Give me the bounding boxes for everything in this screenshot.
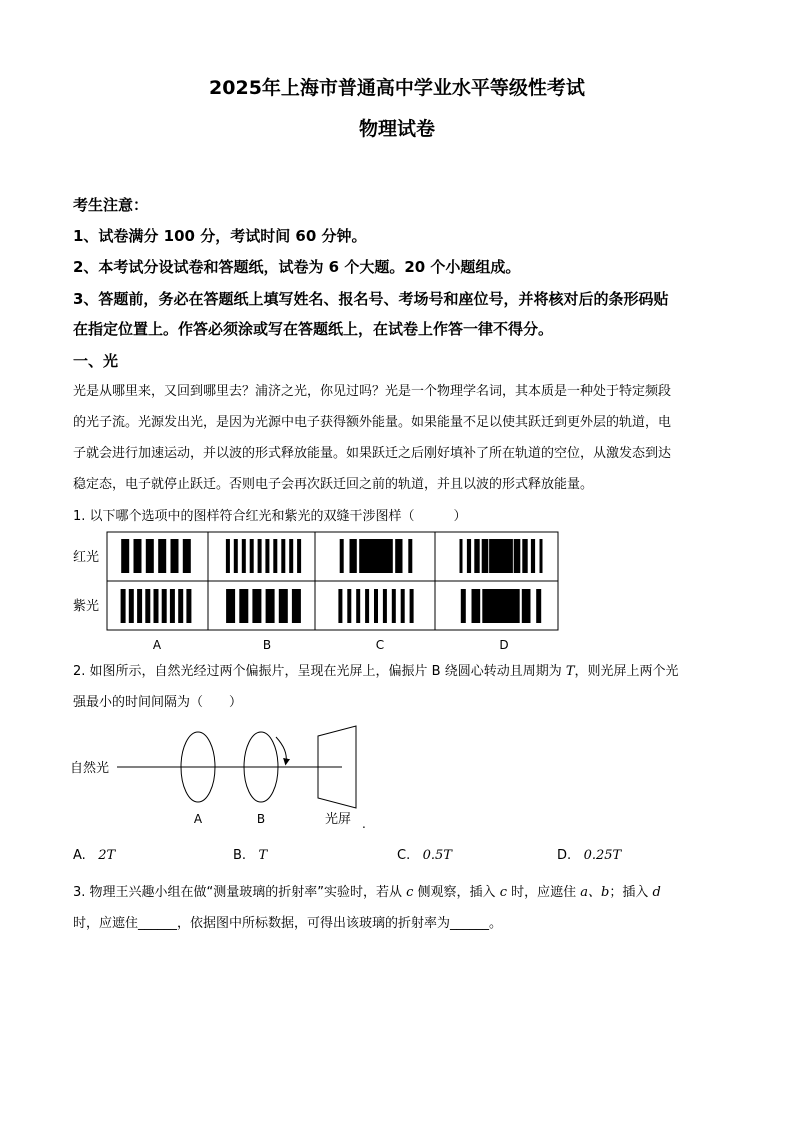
- col-label-d: D: [499, 638, 509, 652]
- fringe-bar: [134, 539, 142, 573]
- fringe-bar: [146, 539, 154, 573]
- interference-pattern-figure: [60, 528, 580, 656]
- fringe-bar: [226, 589, 235, 623]
- fringe-bar: [281, 539, 285, 573]
- fringe-bar: [489, 539, 497, 573]
- polarizer-a-label: A: [193, 812, 203, 826]
- row-label-violet: 紫光: [73, 599, 100, 614]
- fringe-bar: [250, 539, 254, 573]
- intro-line-3: 子就会进行加速运动，并以波的形式释放能量。如果跃迁之后刚好填补了所在轨道的空位，从激发态到达: [73, 446, 672, 461]
- q2-stem-part-a: 2. 如图所示，自然光经过两个偏振片，呈现在光屏上，偏振片 B 绕圆心转动且周期为: [73, 664, 566, 679]
- fringe-bar: [279, 589, 288, 623]
- fringe-bar: [186, 589, 191, 623]
- fringe-bar: [234, 539, 238, 573]
- fringe-bar: [461, 589, 466, 623]
- fringe-bar: [474, 539, 479, 573]
- fringe-bar: [258, 539, 262, 573]
- q2-option-c-letter: C.: [397, 848, 411, 863]
- fringe-bar: [145, 589, 150, 623]
- fringe-bar: [374, 589, 378, 623]
- fringe-bar: [158, 539, 166, 573]
- q2-option-d-value: 0.25T: [583, 848, 622, 863]
- fringe-bar: [536, 589, 541, 623]
- fringe-bar: [365, 589, 369, 623]
- q2-option-a: [73, 848, 115, 863]
- fringe-bar: [289, 539, 293, 573]
- exam-title: 2025年上海市普通高中学业水平等级性考试: [209, 77, 585, 99]
- fringe-bar: [460, 539, 463, 573]
- q2-option-c: [397, 848, 452, 863]
- q2-stem-part-b: ，则光屏上两个光: [574, 664, 679, 679]
- q3-part-c: 时，应遮住: [506, 885, 581, 900]
- fringe-bar: [266, 589, 275, 623]
- col-label-a: A: [152, 638, 162, 652]
- fringe-bar: [392, 589, 396, 623]
- fringe-bar: [338, 589, 342, 623]
- q2-option-b-letter: B.: [233, 848, 247, 863]
- fringe-bar: [531, 539, 535, 573]
- fringe-bar: [170, 589, 175, 623]
- q3-part-a: 3. 物理王兴趣小组在做“测量玻璃的折射率”实验时，若从: [73, 885, 407, 900]
- col-label-c: C: [375, 638, 385, 652]
- fringe-bar: [292, 589, 301, 623]
- fringe-bar: [395, 539, 402, 573]
- fringe-bar: [239, 589, 248, 623]
- question-1-stem: 1. 以下哪个选项中的图样符合红光和紫光的双缝干涉图样（ ）: [73, 509, 467, 524]
- section-heading: 一、光: [73, 352, 119, 370]
- fringe-bar: [347, 589, 351, 623]
- polarizer-figure: [60, 722, 390, 840]
- natural-light-label: 自然光: [70, 761, 110, 776]
- fringe-bar: [482, 539, 489, 573]
- fringe-bar: [162, 589, 167, 623]
- question-3-line-2: 时，应遮住______，依据图中所标数据，可得出该玻璃的折射率为______。: [73, 916, 503, 931]
- q3-var-d: d: [652, 885, 661, 900]
- q2-option-b: [233, 848, 267, 863]
- polarizer-b-label: B: [256, 812, 266, 826]
- fringe-bar: [273, 539, 277, 573]
- question-2-stem-line-2: 强最小的时间间隔为（ ）: [73, 695, 243, 710]
- fringe-bar: [340, 539, 344, 573]
- fringe-bar: [540, 539, 543, 573]
- fringe-bar: [178, 589, 183, 623]
- notice-item-3: 3、答题前，务必在答题纸上填写姓名、报名号、考场号和座位号，并将核对后的条形码贴: [73, 290, 669, 308]
- fringe-bar: [507, 589, 519, 623]
- fringe-bar: [493, 589, 509, 623]
- fringe-bar: [129, 589, 134, 623]
- row-label-red: 红光: [73, 550, 100, 565]
- notice-item-1: 1、试卷满分 100 分，考试时间 60 分钟。: [73, 227, 367, 245]
- fringe-bar: [401, 589, 405, 623]
- fringe-bar: [505, 539, 513, 573]
- q2-option-d-letter: D.: [557, 848, 572, 863]
- fringe-bar: [369, 539, 383, 573]
- fringe-bar: [356, 589, 360, 623]
- fringe-bar: [350, 539, 357, 573]
- notice-item-2: 2、本考试分设试卷和答题纸，试卷为 6 个大题。20 个小题组成。: [73, 258, 521, 276]
- q3-part-d: ；插入: [609, 885, 653, 900]
- q2-option-a-letter: A.: [73, 848, 86, 863]
- fringe-bar: [482, 589, 494, 623]
- q3-var-c2: c: [499, 885, 507, 900]
- exam-subtitle: 物理试卷: [358, 118, 435, 140]
- fringe-bar: [497, 539, 506, 573]
- q2-option-d: [557, 848, 621, 863]
- fringe-bar: [472, 589, 481, 623]
- fringe-bar: [265, 539, 269, 573]
- fringe-bar: [359, 539, 370, 573]
- q2-option-a-value: 2T: [98, 848, 116, 863]
- q3-var-ab: a、b: [580, 885, 610, 900]
- q3-part-b: 侧观察，插入: [413, 885, 500, 900]
- fringe-bar: [297, 539, 301, 573]
- fringe-bar: [171, 539, 179, 573]
- period-mark: .: [362, 817, 366, 831]
- fringe-bar: [252, 589, 261, 623]
- screen-label: 光屏: [325, 812, 352, 827]
- fringe-bar: [522, 539, 527, 573]
- fringe-bar: [467, 539, 471, 573]
- notice-item-3-cont: 在指定位置上。作答必须涂或写在答题纸上，在试卷上作答一律不得分。: [73, 320, 554, 338]
- fringe-bar: [382, 539, 393, 573]
- fringe-bar: [154, 589, 159, 623]
- fringe-bar: [522, 589, 531, 623]
- fringe-bar: [121, 539, 129, 573]
- fringe-bar: [242, 539, 246, 573]
- fringe-bar: [383, 589, 387, 623]
- fringe-bar: [183, 539, 191, 573]
- fringe-bar: [514, 539, 521, 573]
- col-label-b: B: [262, 638, 272, 652]
- fringe-bar: [137, 589, 142, 623]
- q3-var-c1: c: [406, 885, 414, 900]
- fringe-bar: [121, 589, 126, 623]
- fringe-bar: [226, 539, 230, 573]
- question-2-stem-line-1: [73, 660, 679, 679]
- q2-period-var: T: [565, 664, 575, 679]
- intro-line-2: 的光子流。光源发出光，是因为光源中电子获得额外能量。如果能量不足以使其跃迁到更外层的轨道，电: [73, 415, 672, 430]
- q2-option-c-value: 0.5T: [422, 848, 452, 863]
- q2-option-b-value: T: [258, 848, 268, 863]
- fringe-bar: [410, 589, 414, 623]
- notice-heading: 考生注意：: [73, 196, 149, 214]
- intro-line-1: 光是从哪里来，又回到哪里去？浦济之光，你见过吗？光是一个物理学名词，其本质是一种处于特定频段: [73, 384, 672, 399]
- fringe-bar: [408, 539, 412, 573]
- question-3-line-1: [73, 881, 661, 900]
- intro-line-4: 稳定态，电子就停止跃迁。否则电子会再次跃迁回之前的轨道，并且以波的形式释放能量。: [73, 477, 594, 492]
